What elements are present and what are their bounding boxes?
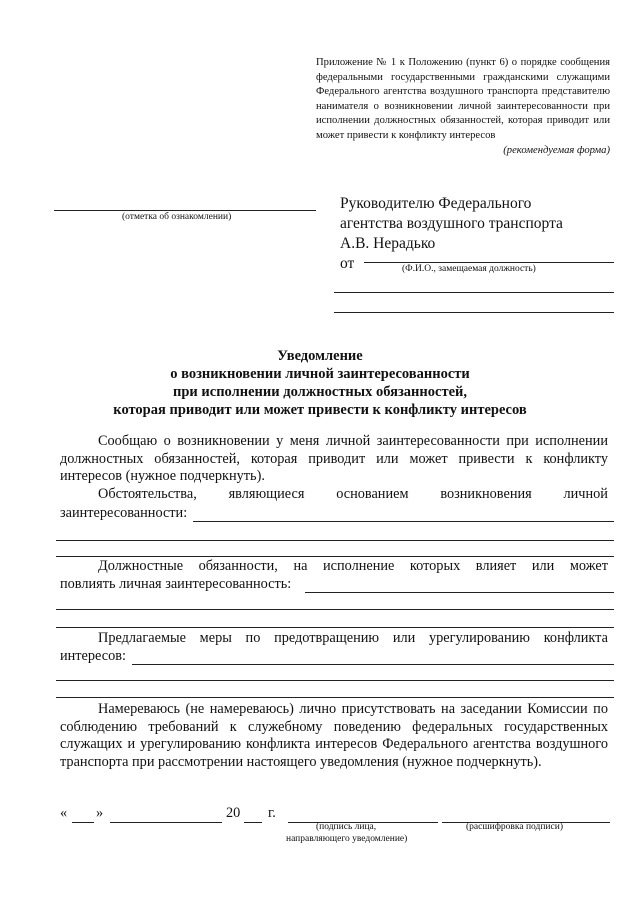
- word: предотвращению: [274, 630, 380, 646]
- acknowledgement-caption: (отметка об ознакомлении): [122, 212, 232, 222]
- duties-line-2[interactable]: [56, 609, 614, 610]
- word: которых: [409, 558, 461, 574]
- paragraph-statement: Сообщаю о возникновении у меня личной заинтересованности при исполнении должностных обязанностей, которая приводит или может привести к конфликту интересов (нужное подчеркнуть).: [60, 433, 608, 485]
- title-line-3: при исполнении должностных обязанностей,: [173, 384, 467, 400]
- duties-field[interactable]: [305, 578, 614, 593]
- decode-caption: (расшифровка подписи): [466, 822, 563, 832]
- word: конфликта: [543, 630, 608, 646]
- title-line-2: о возникновении личной заинтересованности: [170, 366, 470, 382]
- document-title: [0, 347, 640, 419]
- appendix-header: [316, 56, 610, 158]
- year-field[interactable]: [244, 822, 262, 823]
- word: по: [245, 630, 261, 646]
- circumstances-line-3[interactable]: [56, 556, 614, 557]
- measures-line-2[interactable]: [56, 680, 614, 681]
- year-suffix: г.: [268, 805, 276, 821]
- month-field[interactable]: [110, 822, 222, 823]
- measures-line-3[interactable]: [56, 697, 614, 698]
- word: основанием: [336, 486, 409, 502]
- word: на: [293, 558, 308, 574]
- form-note: (рекомендуемая форма): [503, 144, 610, 156]
- title-line-1: Уведомление: [277, 348, 363, 364]
- duties-row: [60, 576, 614, 593]
- day-field[interactable]: [72, 822, 94, 823]
- word: урегулированию: [428, 630, 530, 646]
- measures-label: интересов:: [60, 648, 126, 664]
- paragraph-intention: Намереваюсь (не намереваюсь) лично присутствовать на заседании Комиссии по соблюдению требований к служебному поведению федеральных государственных служащих и урегулированию конфликта интересов Федерального агентства воздушного транспорта при рассмотрении настоящего уведомления (нужное подчеркнуть).: [60, 701, 608, 770]
- word: Должностные: [98, 558, 184, 574]
- from-caption: (Ф.И.О., замещаемая должность): [402, 264, 536, 274]
- word: меры: [199, 630, 232, 646]
- circumstances-row: [60, 505, 614, 522]
- word: может: [569, 558, 608, 574]
- duties-heading: [98, 558, 608, 575]
- circumstances-line-2[interactable]: [56, 540, 614, 541]
- appendix-text: Приложение № 1 к Положению (пункт 6) о порядке сообщения федеральными государственными гражданскими служащими Федерального агентства воздушного транспорта представителю нанимателя о возникновении личной заинтересованности при исполнении должностных обязанностей, которая приводит или может привести к конфликту интересов: [316, 57, 610, 141]
- signature-caption-2: направляющего уведомление): [286, 834, 408, 844]
- addressee-line-1: Руководителю Федерального: [340, 195, 532, 212]
- word: исполнение: [322, 558, 395, 574]
- signature-caption-1: (подпись лица,: [316, 822, 377, 832]
- word: или: [531, 558, 555, 574]
- circumstances-label: заинтересованности:: [60, 505, 188, 521]
- close-quote: »: [96, 805, 104, 821]
- measures-heading: [98, 630, 608, 647]
- duties-line-3[interactable]: [56, 627, 614, 628]
- word: обязанности,: [198, 558, 278, 574]
- word: личной: [563, 486, 608, 502]
- word: или: [392, 630, 416, 646]
- measures-row: [60, 648, 614, 665]
- word: Обстоятельства,: [98, 486, 197, 502]
- from-label: от: [340, 255, 355, 272]
- from-fio-line[interactable]: [364, 262, 614, 263]
- year-prefix: 20: [226, 805, 241, 821]
- acknowledgement-line[interactable]: [54, 210, 316, 211]
- word: влияет: [475, 558, 517, 574]
- addressee-line-3: А.В. Нерадько: [340, 235, 436, 252]
- title-line-4: которая приводит или может привести к конфликту интересов: [113, 402, 527, 418]
- open-quote: «: [60, 805, 68, 821]
- word: являющиеся: [228, 486, 305, 502]
- circumstances-heading: [98, 486, 608, 503]
- from-extra-line-2[interactable]: [334, 312, 614, 313]
- word: возникновения: [440, 486, 532, 502]
- measures-field[interactable]: [132, 650, 614, 665]
- word: Предлагаемые: [98, 630, 186, 646]
- duties-label: повлиять личная заинтересованность:: [60, 576, 292, 592]
- addressee-line-2: агентства воздушного транспорта: [340, 215, 563, 232]
- circumstances-field[interactable]: [193, 507, 614, 522]
- from-extra-line-1[interactable]: [334, 292, 614, 293]
